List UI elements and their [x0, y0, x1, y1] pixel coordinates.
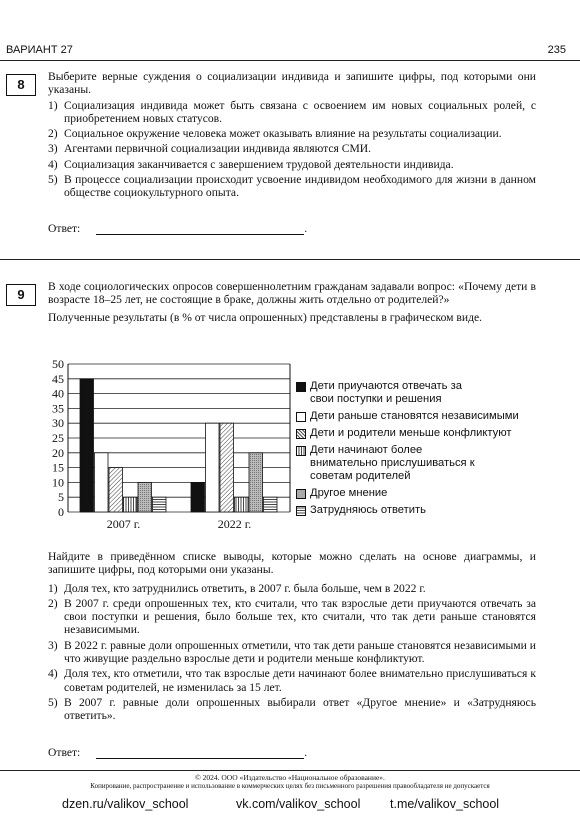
y-tick-label: 50	[52, 357, 64, 371]
bar-dots-2	[249, 453, 263, 512]
q9-option-2	[48, 597, 536, 637]
question-9-answer: Ответ: .	[48, 746, 308, 759]
option-text: Социализация заканчивается с завершением трудовой деятельности индивида.	[64, 157, 454, 171]
legend-swatch-dots	[296, 489, 306, 499]
question-8-items	[48, 99, 536, 200]
legend-entry	[296, 427, 546, 440]
option-number: 1)	[48, 581, 58, 595]
legend-label: Другое мнение	[310, 487, 388, 499]
question-9-intro: В ходе социологических опросов совершеннолетним гражданам задавали вопрос: «Почему дети в возрасте 18–25 лет, не состоящие в браке, должны жить отдельно от родителей?»	[48, 280, 536, 307]
option-text: В 2022 г. равные доли опрошенных отметили, что так дети раньше становятся независимыми и что живущие раздельно взрослые дети и родители меньше конфликтуют.	[64, 638, 536, 666]
y-tick-label: 15	[52, 460, 64, 475]
q8-option-5	[48, 173, 536, 200]
option-number: 2)	[48, 127, 58, 141]
legend-swatch-white	[296, 412, 306, 422]
question-8-answer: Ответ: .	[48, 222, 308, 235]
bar-diag-1	[109, 468, 123, 512]
option-text: В 2007 г. среди опрошенных тех, кто считали, что так взрослые дети приучаются отвечать за свои поступки и решения, было больше тех, кто считали, что так дети раньше становятся независимыми.	[64, 596, 536, 637]
question-8-prompt: Выберите верные суждения о социализации индивида и запишите цифры, под которыми они указаны.	[48, 70, 536, 97]
option-number: 5)	[48, 695, 58, 709]
y-tick-label: 40	[52, 386, 64, 401]
question-9-items	[48, 582, 536, 723]
link-telegram[interactable]: t.me/valikov_school	[390, 797, 500, 811]
answer-label: Ответ:	[48, 222, 81, 235]
option-number: 4)	[48, 667, 58, 681]
separator	[0, 259, 580, 260]
legend-entry	[296, 410, 546, 423]
y-tick-label: 10	[52, 475, 64, 490]
legend-label: Затрудняюсь ответить	[310, 504, 426, 516]
answer-field[interactable]	[96, 747, 304, 759]
question-8-number: 8	[6, 74, 36, 96]
x-category-label: 2007 г.	[106, 517, 141, 531]
legend-label: Дети приучаются отвечать за свои поступки и решения	[310, 380, 462, 405]
footer-rule	[0, 770, 580, 771]
question-9-intro2: Полученные результаты (в % от числа опрошенных) представлены в графическом виде.	[48, 310, 483, 324]
y-tick-label: 35	[52, 401, 64, 416]
y-tick-label: 30	[52, 416, 64, 431]
option-number: 1)	[48, 98, 58, 112]
q9-option-3	[48, 639, 536, 666]
option-number: 2)	[48, 596, 58, 610]
option-number: 5)	[48, 173, 58, 187]
bar-vert-2	[235, 497, 249, 512]
q9-option-5	[48, 696, 536, 723]
legend-entry	[296, 487, 546, 500]
q8-option-2	[48, 127, 536, 140]
y-tick-label: 25	[52, 431, 64, 445]
question-9	[48, 280, 536, 324]
bar-vert-1	[124, 497, 138, 512]
q9-option-1	[48, 582, 536, 595]
header-rule	[0, 60, 580, 61]
answer-label: Ответ:	[48, 746, 81, 759]
x-category-label: 2022 г.	[217, 517, 252, 531]
bar-solid-1	[80, 379, 94, 512]
option-text: В процессе социализации происходит усвоение индивидом необходимого для жизни в данном обществе социокультурного опыта.	[64, 173, 536, 200]
bar-solid-2	[191, 482, 205, 512]
option-text: Социальное окружение человека может оказывать влияние на результаты социализации.	[64, 127, 502, 141]
copy-notice: Копирование, распространение и использование в коммерческих целях без письменного разрешения правообладателя не допускается	[90, 782, 490, 790]
question-9-number: 9	[6, 284, 36, 306]
bar-diag-2	[220, 423, 234, 512]
legend-label: Дети и родители меньше конфликтуют	[310, 427, 512, 439]
bar-chart	[40, 356, 295, 540]
legend-entry	[296, 380, 488, 406]
legend-swatch-horiz	[296, 506, 306, 516]
y-tick-label: 0	[58, 505, 64, 519]
legend-swatch-solid	[296, 382, 306, 392]
legend-entry	[296, 504, 546, 517]
bar-white-1	[95, 453, 109, 512]
q8-option-1	[48, 99, 536, 126]
bar-horiz-1	[153, 497, 167, 512]
chart-legend	[296, 380, 546, 521]
option-text: Социализация индивида может быть связана с освоением им новых социальных ролей, с приобретением новых статусов.	[64, 98, 536, 125]
question-8	[48, 70, 536, 200]
page-number: 235	[547, 44, 566, 56]
bar-horiz-2	[264, 497, 278, 512]
q8-option-4	[48, 158, 536, 171]
bar-dots-1	[138, 482, 152, 512]
link-dzen[interactable]: dzen.ru/valikov_school	[62, 797, 189, 811]
y-tick-label: 5	[58, 490, 64, 505]
question-9-task: Найдите в приведённом списке выводы, которые можно сделать на основе диаграммы, и запишите цифры, под которыми они указаны.	[48, 550, 536, 577]
option-number: 4)	[48, 157, 58, 171]
bar-white-2	[206, 423, 220, 512]
option-text: Доля тех, кто затруднились ответить, в 2007 г. была больше, чем в 2022 г.	[64, 581, 426, 595]
option-number: 3)	[48, 638, 58, 652]
link-vk[interactable]: vk.com/valikov_school	[236, 797, 361, 811]
q9-option-4	[48, 667, 536, 694]
copyright: © 2024. ООО «Издательство «Национальное образование».	[195, 773, 385, 782]
option-number: 3)	[48, 142, 58, 156]
y-tick-label: 45	[52, 371, 64, 386]
option-text: Агентами первичной социализации индивида являются СМИ.	[64, 142, 372, 156]
legend-entry	[296, 444, 488, 483]
variant-label: ВАРИАНТ 27	[6, 44, 73, 56]
answer-field[interactable]	[96, 223, 304, 235]
legend-swatch-diag	[296, 429, 306, 439]
legend-label: Дети начинают более внимательно прислушиваться к советам родителей	[310, 444, 475, 482]
option-text: В 2007 г. равные доли опрошенных выбирали ответ «Другое мнение» и «Затрудняюсь ответить».	[64, 695, 536, 723]
legend-swatch-vert	[296, 446, 306, 456]
y-tick-label: 20	[52, 445, 64, 460]
legend-label: Дети раньше становятся независимыми	[310, 410, 519, 422]
q8-option-3	[48, 142, 536, 155]
question-9-task-block	[48, 550, 536, 723]
option-text: Доля тех, кто отметили, что так взрослые дети начинают более внимательно прислушиваться к советам родителей, не изменилась за 15 лет.	[64, 667, 536, 694]
